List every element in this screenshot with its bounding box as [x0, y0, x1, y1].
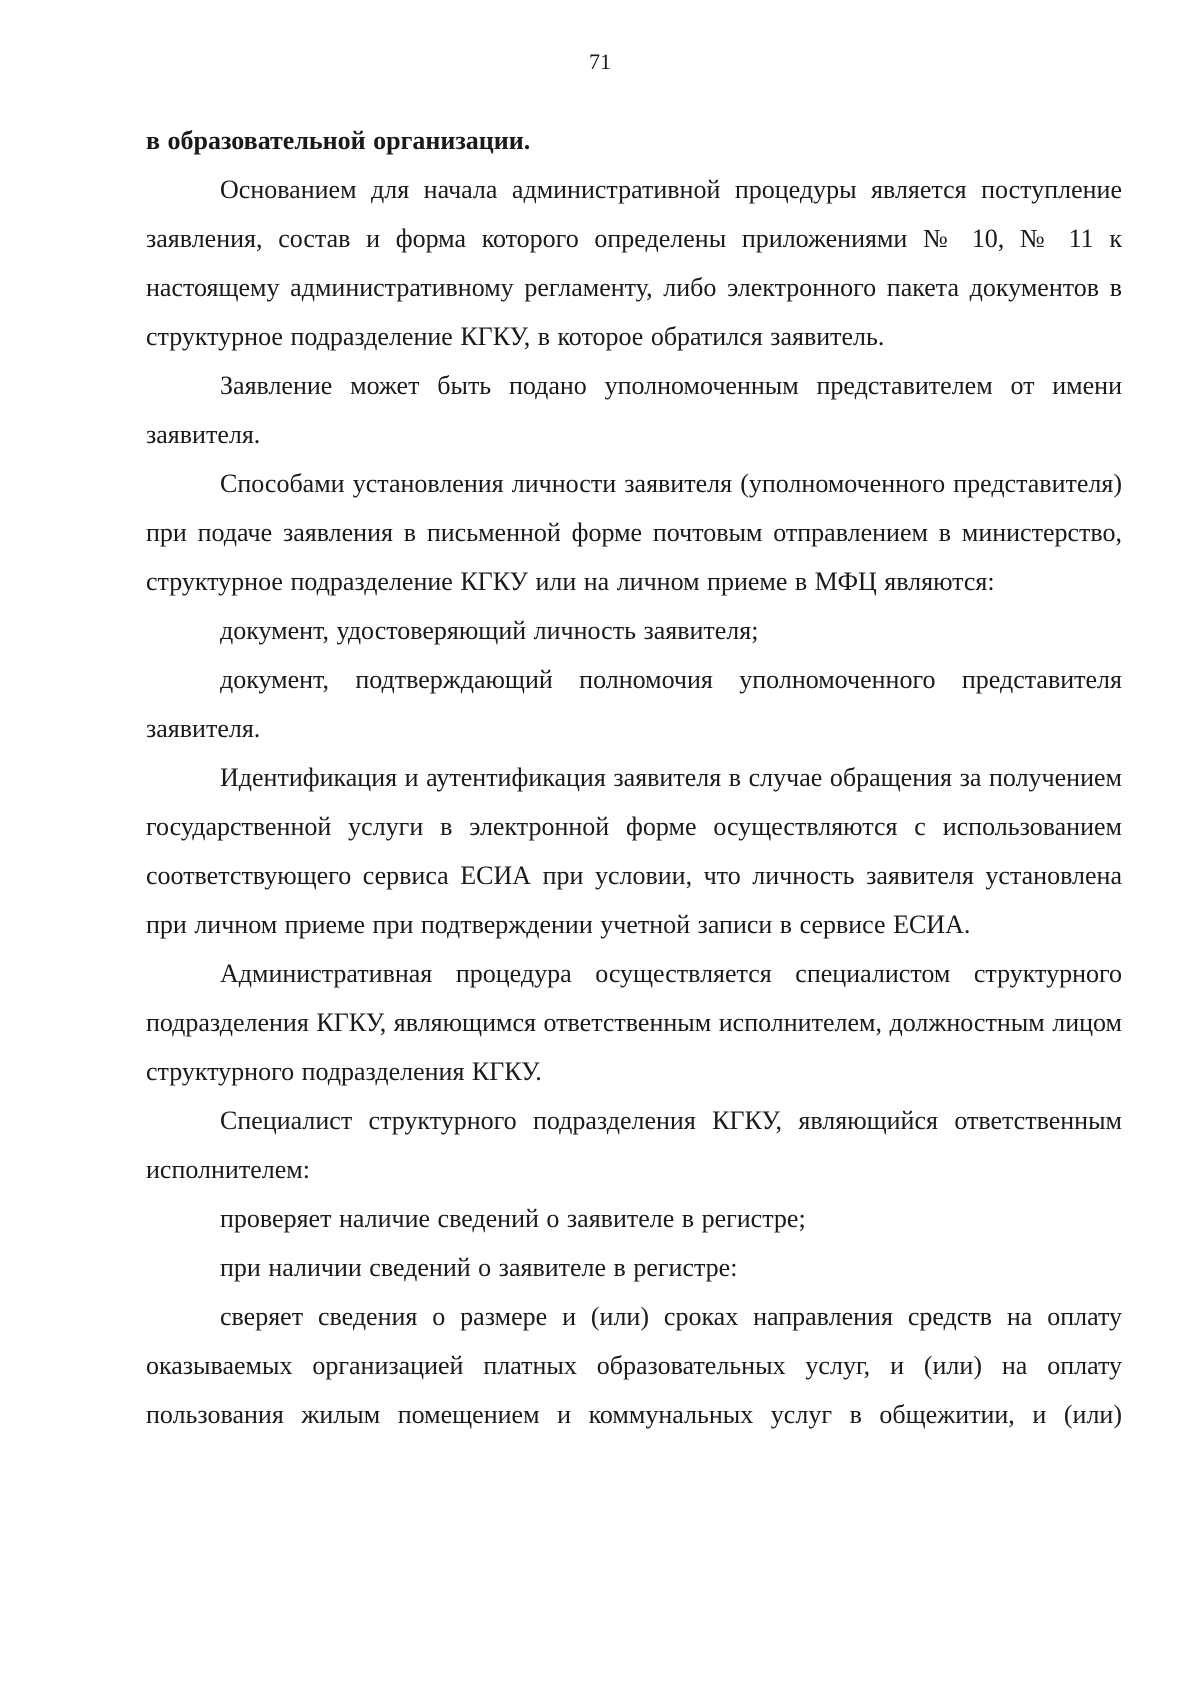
page-number: 71: [589, 49, 611, 74]
paragraph: Заявление может быть подано уполномоченным представителем от имени заявителя.: [146, 371, 1122, 449]
list-item: при наличии сведений о заявителе в регистре:: [220, 1253, 738, 1282]
paragraph: Административная процедура осуществляется специалистом структурного подразделения КГКУ, являющимся ответственным исполнителем, должностным лицом структурного подразделения КГКУ.: [146, 959, 1122, 1086]
paragraph: Способами установления личности заявителя (уполномоченного представителя) при подаче заявления в письменной форме почтовым отправлением в министерство, структурное подразделение КГКУ или на личном приеме в МФЦ являются:: [146, 469, 1122, 596]
paragraph-continued: сверяет сведения о размере и (или) сроках направления средств на оплату оказываемых организацией платных образовательных услуг, и (или) на оплату пользования жилым помещением и коммунальных услуг в общежитии, и (или): [146, 1302, 1122, 1429]
list-item: документ, удостоверяющий личность заявителя;: [220, 616, 759, 645]
list-item: документ, подтверждающий полномочия уполномоченного представителя заявителя.: [146, 665, 1122, 743]
paragraph: Основанием для начала административной процедуры является поступление заявления, состав и форма которого определены приложениями № 10, № 11 к настоящему административному регламенту, либо электронного пакета документов в структурное подразделение КГКУ, в которое обратился заявитель.: [146, 175, 1122, 351]
document-body: [146, 116, 1122, 1439]
paragraph: Специалист структурного подразделения КГКУ, являющийся ответственным исполнителем:: [146, 1106, 1122, 1184]
list-item: проверяет наличие сведений о заявителе в регистре;: [220, 1204, 806, 1233]
paragraph: Идентификация и аутентификация заявителя в случае обращения за получением государственной услуги в электронной форме осуществляются с использованием соответствующего сервиса ЕСИА при условии, что личность заявителя установлена при личном приеме при подтверждении учетной записи в сервисе ЕСИА.: [146, 763, 1122, 939]
paragraph-heading-continuation: в образовательной организации.: [146, 126, 531, 155]
